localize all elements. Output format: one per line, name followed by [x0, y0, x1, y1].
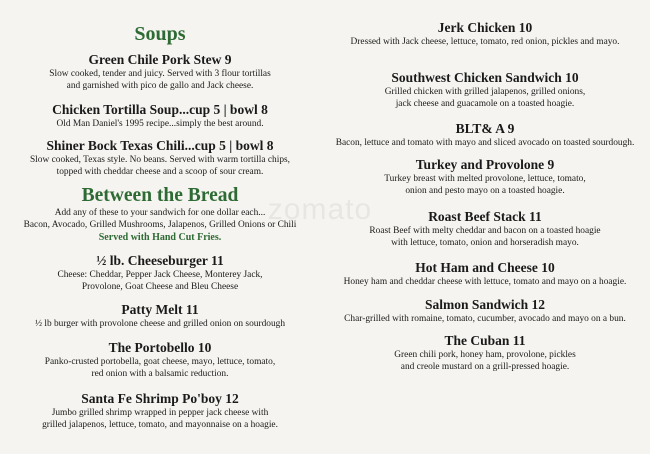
fries-note: Served with Hand Cut Fries.	[98, 232, 222, 243]
menu-item	[320, 157, 650, 197]
item-name: Chicken Tortilla Soup...cup 5 | bowl 8	[52, 102, 268, 117]
item-desc: Roast Beef with melty cheddar and bacon on a toasted hoagie	[369, 226, 601, 236]
menu-item	[320, 209, 650, 249]
item-desc: Cheese: Cheddar, Pepper Jack Cheese, Monterey Jack,	[57, 270, 263, 280]
item-desc: Jumbo grilled shrimp wrapped in pepper jack cheese with	[51, 408, 269, 418]
item-desc: Green chili pork, honey ham, provolone, pickles	[394, 350, 576, 360]
bread-intro	[0, 207, 320, 244]
item-desc: Grilled chicken with grilled jalapenos, grilled onions,	[384, 87, 586, 97]
item-desc: red onion with a balsamic reduction.	[91, 369, 229, 379]
item-name: ½ lb. Cheeseburger 11	[96, 253, 224, 268]
item-desc: Old Man Daniel's 1995 recipe...simply the best around.	[56, 119, 264, 129]
item-desc: Dressed with Jack cheese, lettuce, tomato, red onion, pickles and mayo.	[350, 37, 620, 47]
item-name: Roast Beef Stack 11	[428, 209, 542, 224]
menu-item	[0, 302, 320, 330]
item-desc: onion and pesto mayo on a toasted hoagie.	[405, 186, 565, 196]
item-desc: Turkey breast with melted provolone, lettuce, tomato,	[384, 174, 586, 184]
item-desc: topped with cheddar cheese and a scoop of sour cream.	[56, 167, 264, 177]
watermark: zomato	[267, 193, 373, 226]
item-name: Santa Fe Shrimp Po'boy 12	[81, 391, 239, 406]
menu-item	[320, 297, 650, 325]
intro-line: Add any of these to your sandwich for one dollar each...	[54, 208, 266, 218]
item-desc: Provolone, Goat Cheese and Bleu Cheese	[81, 282, 239, 292]
item-name: Salmon Sandwich 12	[424, 297, 546, 312]
item-name: Jerk Chicken 10	[437, 20, 533, 35]
menu-item	[320, 20, 650, 48]
item-desc: with lettuce, tomato, onion and horseradish mayo.	[391, 238, 579, 248]
menu-item	[0, 52, 320, 92]
item-desc: Slow cooked, tender and juicy. Served with 3 flour tortillas	[49, 69, 271, 79]
item-desc: ½ lb burger with provolone cheese and grilled onion on sourdough	[34, 319, 286, 329]
menu-item	[0, 138, 320, 178]
menu-item	[320, 260, 650, 288]
item-desc: and garnished with pico de gallo and Jack cheese.	[66, 81, 254, 91]
item-name: Southwest Chicken Sandwich 10	[391, 70, 579, 85]
item-desc: jack cheese and guacamole on a toasted hoagie.	[395, 99, 575, 109]
menu-item	[320, 70, 650, 110]
item-name: Shiner Bock Texas Chili...cup 5 | bowl 8	[46, 138, 274, 153]
item-name: Green Chile Pork Stew 9	[88, 52, 232, 67]
item-name: Turkey and Provolone 9	[415, 157, 555, 172]
item-name: BLT& A 9	[455, 121, 515, 136]
item-desc: Char-grilled with romaine, tomato, cucumber, avocado and mayo on a bun.	[344, 314, 626, 324]
menu-item	[320, 121, 650, 149]
menu-item	[0, 340, 320, 380]
item-desc: grilled jalapenos, lettuce, tomato, and mayonnaise on a hoagie.	[42, 420, 278, 430]
item-desc: Bacon, lettuce and tomato with mayo and sliced avocado on toasted sourdough.	[335, 138, 635, 148]
item-desc: and creole mustard on a grill-pressed hoagie.	[400, 362, 570, 372]
soups-title: Soups	[134, 23, 186, 45]
item-desc: Slow cooked, Texas style. No beans. Served with warm tortilla chips,	[29, 155, 291, 165]
item-name: The Cuban 11	[444, 333, 526, 348]
item-desc: Panko-crusted portobella, goat cheese, mayo, lettuce, tomato,	[44, 357, 276, 367]
intro-line: Bacon, Avocado, Grilled Mushrooms, Jalapenos, Grilled Onions or Chili	[23, 220, 297, 230]
item-name: Patty Melt 11	[121, 302, 199, 317]
item-desc: Honey ham and cheddar cheese with lettuce, tomato and mayo on a hoagie.	[343, 277, 627, 287]
item-name: The Portobello 10	[108, 340, 212, 355]
item-name: Hot Ham and Cheese 10	[415, 260, 555, 275]
bread-title: Between the Bread	[81, 185, 239, 206]
menu-item	[0, 253, 320, 293]
menu-item	[320, 333, 650, 373]
menu-item	[0, 102, 320, 130]
menu-item	[0, 391, 320, 431]
